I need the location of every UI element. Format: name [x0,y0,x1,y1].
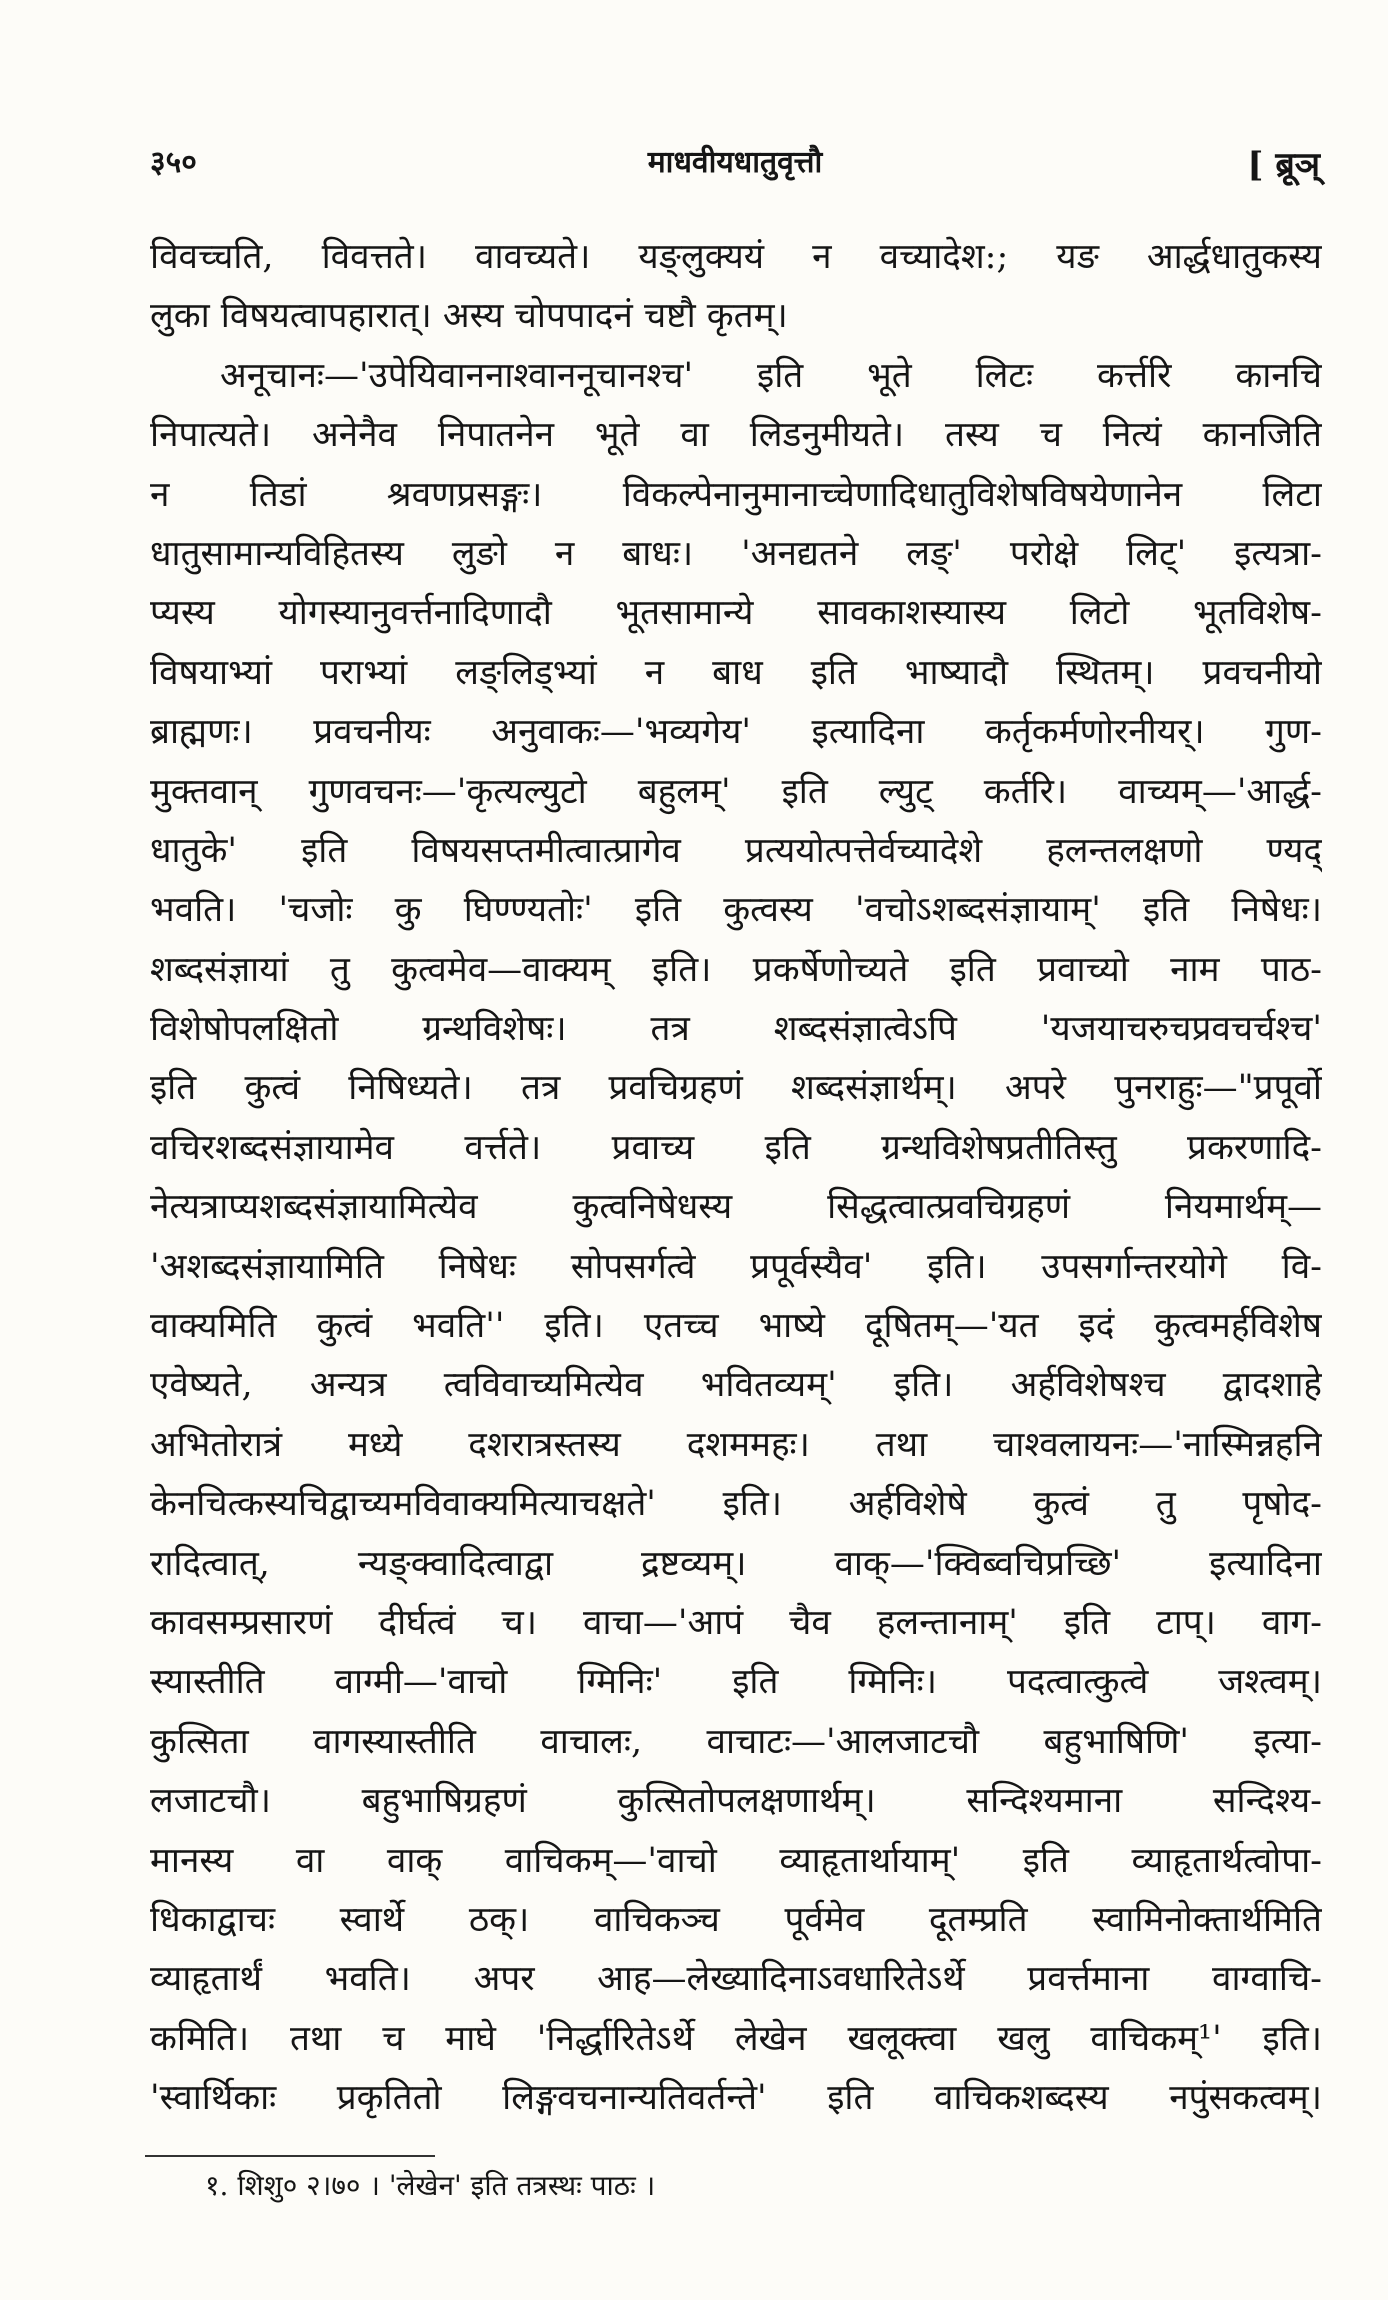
text-line: धातुके' इति विषयसप्तमीत्वात्प्रागेव प्रत्ययोत्पत्तेर्वच्यादेशे हलन्तलक्षणो ण्यद् [150,830,1322,871]
text-line: कमिति। तथा च माघे 'निर्द्धारितेऽर्थे लेखेन खलूक्त्वा खलु वाचिकम्¹' इति। [150,2018,1322,2059]
text-line: 'अशब्दसंज्ञायामिति निषेधः सोपसर्गत्वे प्रपूर्वस्यैव' इति। उपसर्गान्तरयोगे वि- [150,1246,1322,1287]
text-line: धिकाद्वाचः स्वार्थे ठक्। वाचिकञ्च पूर्वमेव दूतम्प्रति स्वामिनोक्तार्थमिति [150,1899,1322,1940]
page-number: ३५० [150,145,197,180]
text-line: विशेषोपलक्षितो ग्रन्थविशेषः। तत्र शब्दसंज्ञात्वेऽपि 'यजयाचरुचप्रवचर्चश्च' [150,1009,1322,1050]
text-line: कावसम्प्रसारणं दीर्घत्वं च। वाचा—'आपं चैव हलन्तानाम्' इति टाप्। वाग- [150,1602,1322,1643]
text-line: शब्दसंज्ञायां तु कुत्वमेव—वाक्यम् इति। प्रकर्षेणोच्यते इति प्रवाच्यो नाम पाठ- [150,949,1322,990]
text-line: एवेष्यते, अन्यत्र त्वविवाच्यमित्येव भवितव्यम्' इति। अर्हविशेषश्च द्वादशाहे [150,1365,1322,1406]
paragraph-first-line: अनूचानः—'उपेयिवाननाश्वाननूचानश्च' इति भूते लिटः कर्त्तरि कानचि [220,355,1322,396]
text-line: विषयाभ्यां पराभ्यां लङ्लिड्भ्यां न बाध इति भाष्यादौ स्थितम्। प्रवचनीयो [150,652,1322,693]
text-line: मानस्य वा वाक् वाचिकम्—'वाचो व्याहृतार्थायाम्' इति व्याहृतार्थत्वोपा- [150,1840,1322,1881]
text-line: लुका विषयत्वापहारात्। अस्य चोपपादनं चष्टौ कृतम्। [150,296,788,337]
text-line: नेत्यत्राप्यशब्दसंज्ञायामित्येव कुत्वनिषेधस्य सिद्धत्वात्प्रवचिग्रहणं नियमार्थम्— [150,1187,1322,1228]
running-title: माधवीयधातुवृत्तौ [647,145,823,180]
footnote: १. शिशु० २।७० । 'लेखेन' इति तत्रस्थः पाठः । [205,2169,656,2202]
text-line: ब्राह्मणः। प्रवचनीयः अनुवाकः—'भव्यगेय' इत्यादिना कर्तृकर्मणोरनीयर्। गुण- [150,712,1322,753]
text-line: लजाटचौ। बहुभाषिग्रहणं कुत्सितोपलक्षणार्थम्। सन्दिश्यमाना सन्दिश्य- [150,1781,1322,1822]
page-header [150,140,1320,186]
text-line: वाक्यमिति कुत्वं भवति'' इति। एतच्च भाष्ये दूषितम्—'यत इदं कुत्वमर्हविशेष [150,1306,1322,1347]
text-line: प्यस्य योगस्यानुवर्त्तनादिणादौ भूतसामान्ये सावकाशस्यास्य लिटो भूतविशेष- [150,593,1322,634]
text-line: विवच्चति, विवत्तते। वावच्यते। यङ्लुक्ययं न वच्यादेश:; यङ आर्द्धधातुकस्य [150,237,1322,277]
text-line: कुत्सिता वागस्यास्तीति वाचालः, वाचाटः—'आलजाटचौ बहुभाषिणि' इत्या- [150,1721,1322,1762]
footnote-divider [145,2155,435,2157]
text-line: व्याहृतार्थं भवति। अपर आह—लेख्यादिनाऽवधारितेऽर्थे प्रवर्त्तमाना वाग्वाचि- [150,1959,1322,2000]
text-line: न तिडां श्रवणप्रसङ्गः। विकल्पेनानुमानाच्चेणादिधातुविशेषविषयेणानेन लिटा [150,474,1322,515]
text-line: भवति। 'चजोः कु घिण्ण्यतोः' इति कुत्वस्य 'वचोऽशब्दसंज्ञायाम्' इति निषेधः। [150,890,1322,931]
section-mark: [ ब्रूञ् [1247,145,1320,185]
body-text [150,228,1322,2129]
text-line: इति कुत्वं निषिध्यते। तत्र प्रवचिग्रहणं शब्दसंज्ञार्थम्। अपरे पुनराहुः—"प्रपूर्वो [150,1068,1322,1109]
text-line: वचिरशब्दसंज्ञायामेव वर्त्तते। प्रवाच्य इति ग्रन्थविशेषप्रतीतिस्तु प्रकरणादि- [150,1127,1322,1168]
text-line: स्यास्तीति वाग्मी—'वाचो ग्मिनिः' इति ग्मिनिः। पदत्वात्कुत्वे जश्त्वम्। [150,1662,1322,1703]
text-line: अभितोरात्रं मध्ये दशरात्रस्तस्य दशममहः। तथा चाश्वलायनः—'नास्मिन्नहनि [150,1424,1322,1465]
text-line: केनचित्कस्यचिद्वाच्यमविवाक्यमित्याचक्षते' इति। अर्हविशेषे कुत्वं तु पृषोद- [150,1484,1322,1525]
text-line: निपात्यते। अनेनैव निपातनेन भूते वा लिडनुमीयते। तस्य च नित्यं कानजिति [150,415,1322,456]
text-line: रादित्वात्, न्यङ्क्वादित्वाद्वा द्रष्टव्यम्। वाक्—'क्विब्वचिप्रच्छि' इत्यादिना [150,1543,1322,1584]
text-line: मुक्तवान् गुणवचनः—'कृत्यल्युटो बहुलम्' इति ल्युट् कर्तरि। वाच्यम्—'आर्द्ध- [150,771,1322,812]
text-line: धातुसामान्यविहितस्य लुङो न बाधः। 'अनद्यतने लङ्' परोक्षे लिट्' इत्यत्रा- [150,533,1322,574]
text-line: 'स्वार्थिकाः प्रकृतितो लिङ्गवचनान्यतिवर्तन्ते' इति वाचिकशब्दस्य नपुंसकत्वम्। [150,2078,1322,2119]
